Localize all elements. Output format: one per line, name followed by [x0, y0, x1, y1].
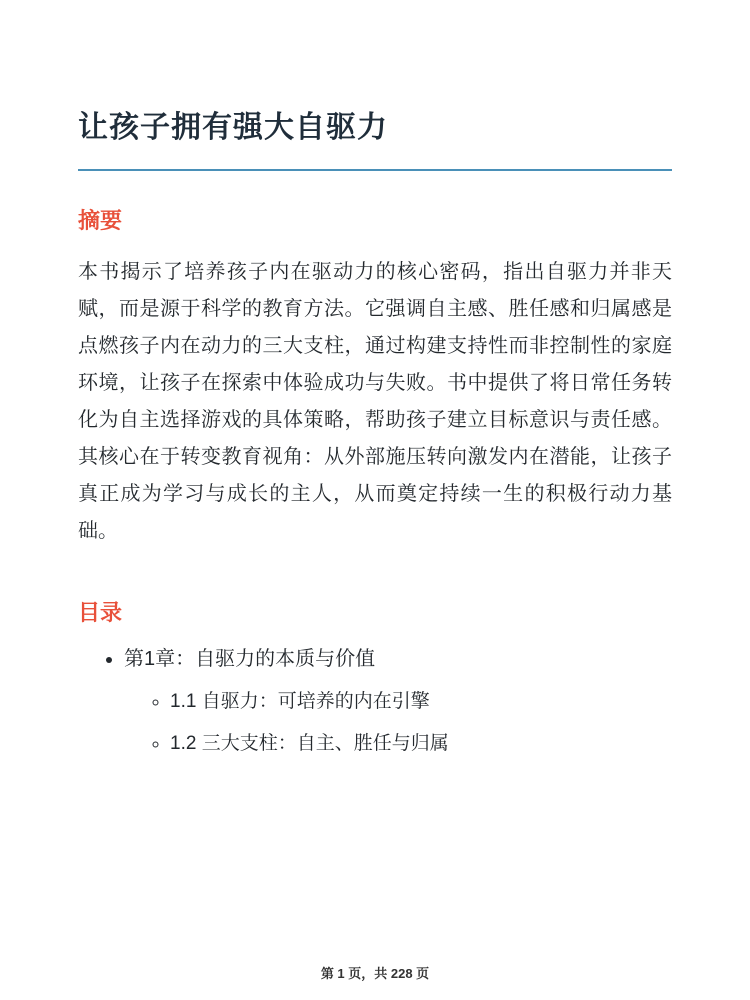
toc-chapter-item: [124, 643, 672, 760]
page-footer: 第 1 页，共 228 页: [320, 966, 430, 981]
page-title: 让孩子拥有强大自驱力: [78, 111, 388, 144]
toc-section-label[interactable]: 1.2 三大支柱：自主、胜任与归属: [170, 732, 449, 754]
toc-list: [78, 643, 672, 760]
toc-section-item: [170, 687, 672, 717]
toc-sublist: [124, 687, 672, 760]
toc-section-item: [170, 729, 672, 759]
toc-heading: 目录: [78, 599, 123, 625]
title-divider: [78, 169, 672, 171]
toc-section-label[interactable]: 1.1 自驱力：可培养的内在引擎: [170, 690, 430, 712]
toc-chapter-label[interactable]: 第1章：自驱力的本质与价值: [124, 647, 376, 670]
abstract-heading: 摘要: [78, 208, 123, 233]
abstract-body: 本书揭示了培养孩子内在驱动力的核心密码，指出自驱力并非天赋，而是源于科学的教育方法。它强调自主感、胜任感和归属感是点燃孩子内在动力的三大支柱，通过构建支持性而非控制性的家庭环境，让孩子在探索中体验成功与失败。书中提供了将日常任务转化为自主选择游戏的具体策略，帮助孩子建立目标意识与责任感。其核心在于转变教育视角：从外部施压转向激发内在潜能，让孩子真正成为学习与成长的主人，从而奠定持续一生的积极行动力基础。: [78, 260, 672, 542]
